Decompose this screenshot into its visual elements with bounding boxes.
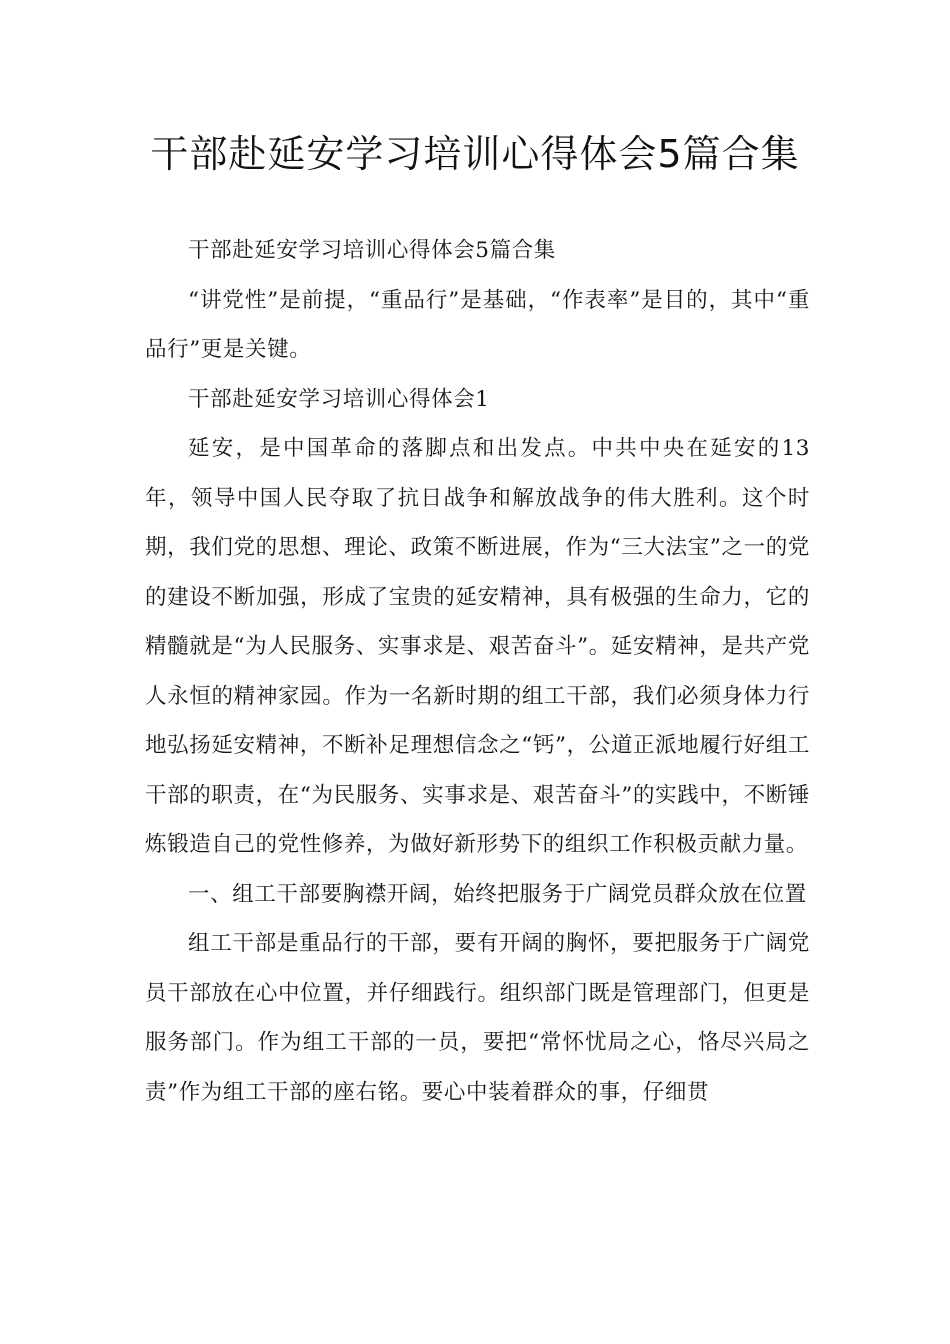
- paragraph-intro: “讲党性”是前提，“重品行”是基础，“作表率”是目的，其中“重品行”更是关键。: [145, 287, 810, 362]
- paragraph-body: 延安，是中国革命的落脚点和出发点。中共中央在延安的13年，领导中国人民夺取了抗日战争和解放战争的伟大胜利。这个时期，我们党的思想、理论、政策不断进展，作为“三大法宝”之一的党的建设不断加强，形成了宝贵的延安精神，具有极强的生命力，它的精髓就是“为人民服务、实事求是、艰苦奋斗”。延安精神，是共产党人永恒的精神家园。作为一名新时期的组工干部，我们必须身体力行地弘扬延安精神，不断补足理想信念之“钙”，公道正派地履行好组工干部的职责，在“为民服务、实事求是、艰苦奋斗”的实践中，不断锤炼锻造自己的党性修养，为做好新形势下的组织工作积极贡献力量。: [145, 436, 810, 857]
- document-body: [145, 226, 810, 1117]
- paragraph-point-heading: 一、组工干部要胸襟开阔，始终把服务于广阔党员群众放在位置: [188, 881, 807, 907]
- paragraph-body: 组工干部是重品行的干部，要有开阔的胸怀，要把服务于广阔党员干部放在心中位置，并仔细践行。组织部门既是管理部门，但更是服务部门。作为组工干部的一员，要把“常怀忧局之心，恪尽兴局之责”作为组工干部的座右铭。要心中装着群众的事，仔细贯: [145, 931, 810, 1105]
- paragraph-subtitle: 干部赴延安学习培训心得体会5篇合集: [188, 238, 556, 263]
- paragraph-section-heading: 干部赴延安学习培训心得体会1: [188, 386, 490, 412]
- document-title: 干部赴延安学习培训心得体会5篇合集: [150, 132, 800, 176]
